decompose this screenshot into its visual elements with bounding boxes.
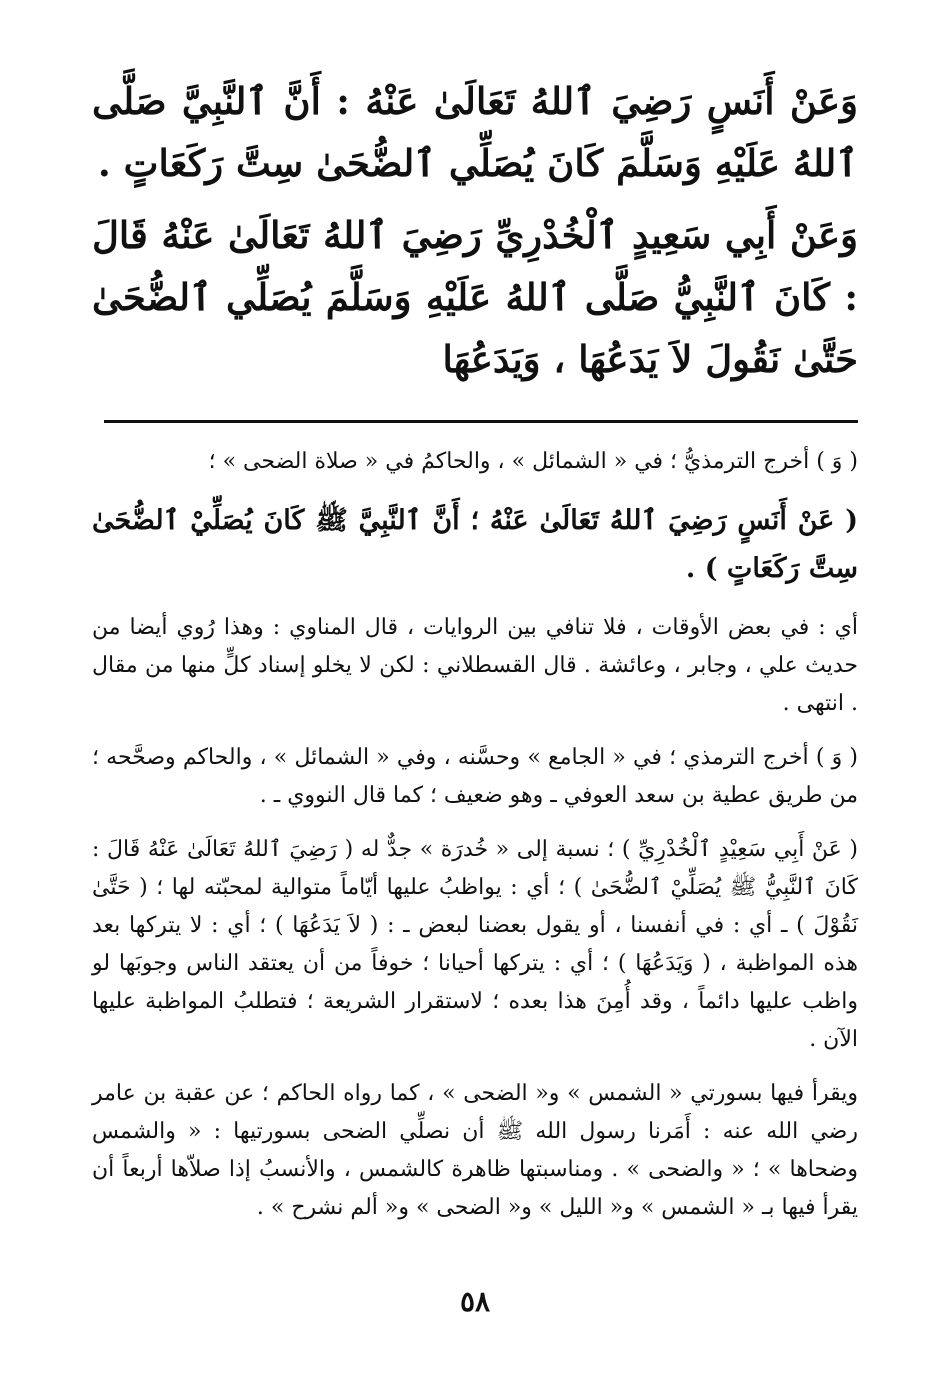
separator-rule: [104, 420, 858, 423]
commentary-paragraph-1: ( وَ ) أخرج الترمذيُّ ؛ في « الشمائل » ، والحاكمُ في « صلاة الضحى » ؛: [208, 449, 858, 474]
commentary-paragraph-4: ( وَ ) أخرج الترمذي ؛ في « الجامع » وحسَّنه ، وفي « الشمائل » ، والحاكم وصحَّحه ؛ من طريق عطية بن سعد العوفي ـ وهو ضعيف ؛ كما قال النووي ـ .: [92, 745, 858, 808]
main-text: [92, 70, 858, 390]
matn-paragraph-1: وَعَنْ أَنَسٍ رَضِيَ ٱللهُ تَعَالَىٰ عَنْهُ : أَنَّ ٱلنَّبِيَّ صَلَّى ٱللهُ عَلَيْهِ وَسَلَّمَ كَانَ يُصَلِّي ٱلضُّحَىٰ سِتَّ رَكَعَاتٍ .: [92, 79, 858, 185]
page-number: ٥٨: [459, 1285, 491, 1318]
commentary: [92, 443, 858, 1227]
commentary-hadith-quote: ( عَنْ أَنَسٍ رَضِيَ ٱللهُ تَعَالَىٰ عَنْهُ ؛ أَنَّ ٱلنَّبِيَّ ﷺ كَانَ يُصَلِّيْ ٱلضُّحَىٰ سِتَّ رَكَعَاتٍ ) .: [92, 505, 858, 584]
commentary-paragraph-3: أي : في بعض الأوقات ، فلا تنافي بين الروايات ، قال المناوي : وهذا رُوي أيضا من حديث علي ، وجابر ، وعائشة . قال القسطلاني : لكن لا يخلو إسناد كلٍّ منها من مقال . انتهى .: [92, 615, 858, 716]
commentary-paragraph-5: ( عَنْ أَبِي سَعِيْدٍ ٱلْخُدْرِيِّ ) ؛ نسبة إلى « خُدرَة » جدٌّ له ( رَضِيَ ٱللهُ تَعَالَىٰ عَنْهُ قَالَ : كَانَ ٱلنَّبِيُّ ﷺ يُصَلِّيْ ٱلضُّحَىٰ ) ؛ أي : يواظبُ عليها أيّاماً متوالية لمحبّته لها ؛ ( حَتَّىٰ نَقُوْلَ ) ـ أي : في أنفسنا ، أو يقول بعضنا لبعض ـ : ( لاَ يَدَعُهَا ) ؛ أي : لا يتركها بعد هذه المواظبة ، ( وَيَدَعُهَا ) ؛ أي : يتركها أحيانا ؛ خوفاً من أن يعتقد الناس وجوبَها لو واظب عليها دائماً ، وقد أُمِنَ هذا بعده ؛ لاستقرار الشريعة ؛ فتطلبُ المواظبة عليها الآن .: [92, 837, 858, 1052]
commentary-paragraph-6: ويقرأ فيها بسورتي « الشمس » و« الضحى » ، كما رواه الحاكم ؛ عن عقبة بن عامر رضي الله عنه : أَمَرنا رسول الله ﷺ أن نصلِّي الضحى بسورتيها : « والشمس وضحاها » ؛ « والضحى » . ومناسبتها ظاهرة كالشمس ، والأنسبُ إذا صلاّها أربعاً أن يقرأ فيها بـ « الشمس » و« الليل » و« الضحى » و« ألم نشرح » .: [92, 1081, 858, 1220]
matn-paragraph-2: وَعَنْ أَبِي سَعِيدٍ ٱلْخُدْرِيِّ رَضِيَ ٱللهُ تَعَالَىٰ عَنْهُ قَالَ : كَانَ ٱلنَّبِيُّ صَلَّى ٱللهُ عَلَيْهِ وَسَلَّمَ يُصَلِّي ٱلضُّحَىٰ حَتَّىٰ نَقُولَ لاَ يَدَعُهَا ، وَيَدَعُهَا: [92, 213, 858, 381]
